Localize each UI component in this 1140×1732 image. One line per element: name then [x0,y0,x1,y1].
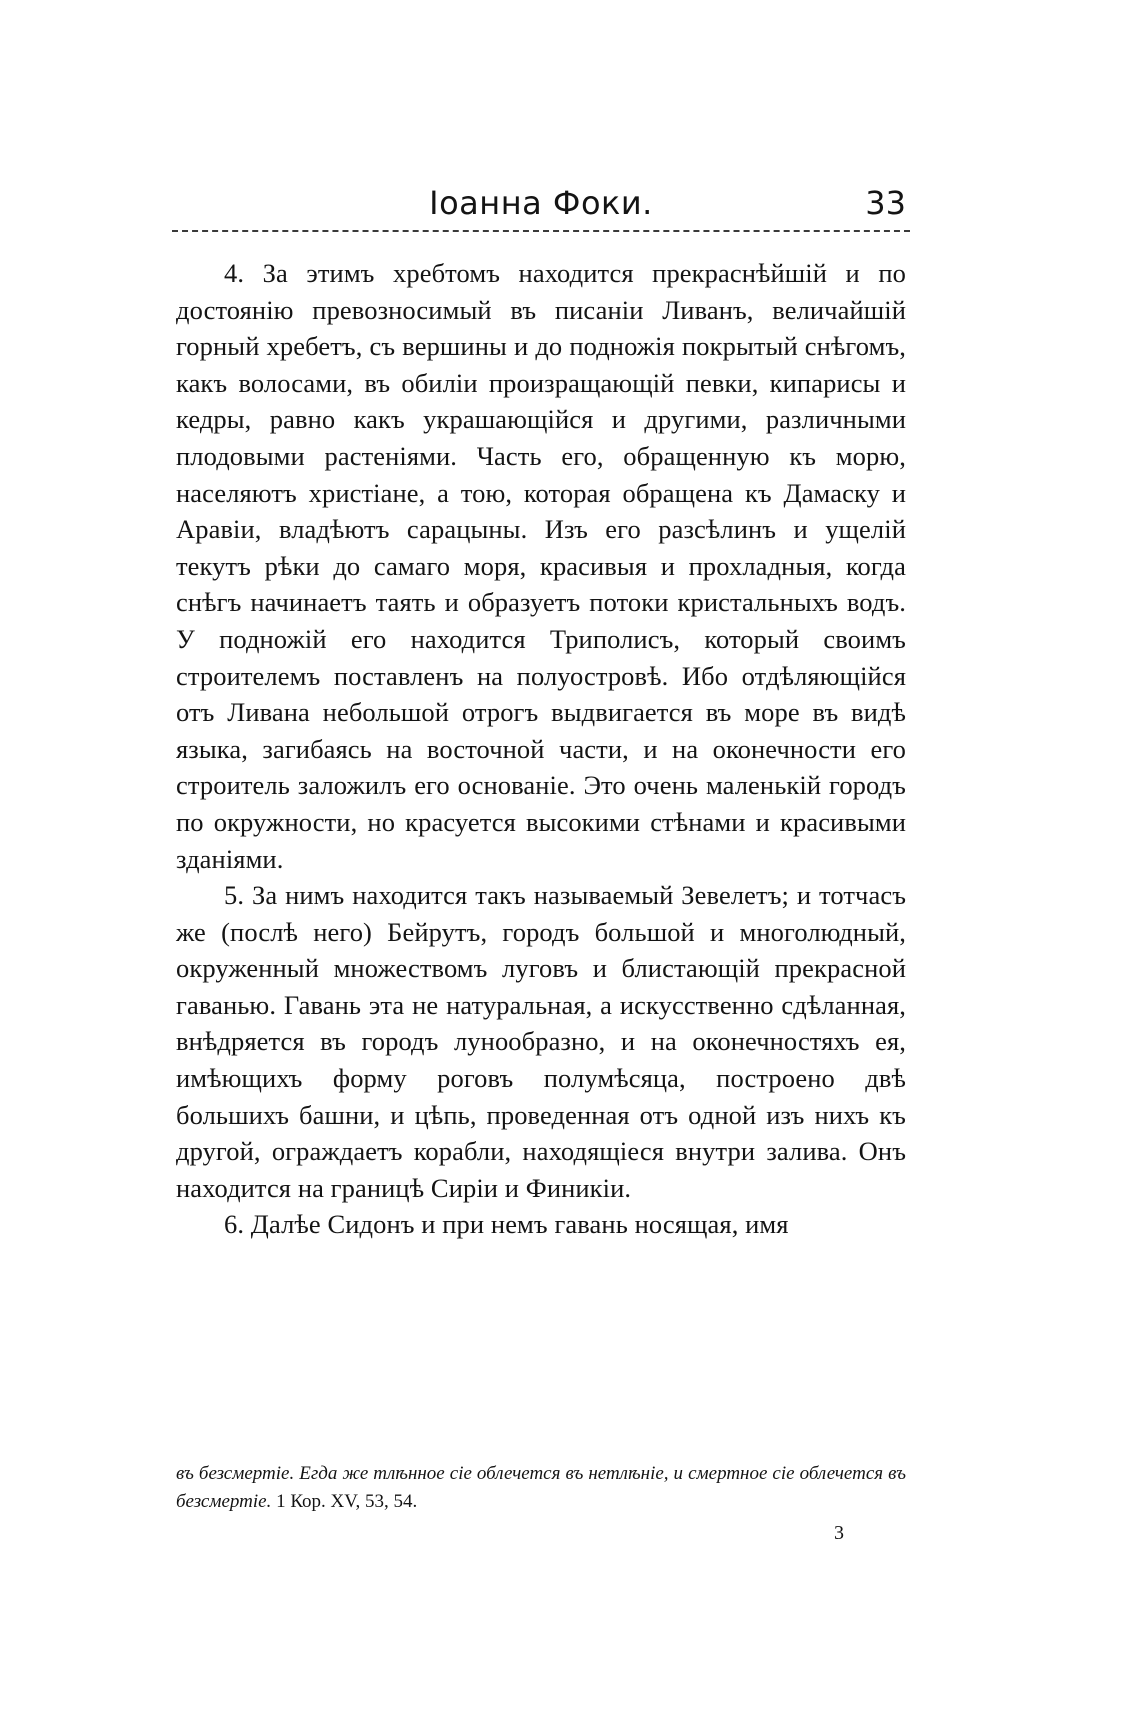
footnote-quote: въ безсмертіе. Егда же тлѣнное сіе облечется въ нетлѣніе, и смертное сіе облечется въ безсмертіе. [176,1463,906,1512]
page-header [172,183,910,231]
footnote [176,1460,906,1516]
paragraph-6: 6. Далѣе Сидонъ и при немъ гавань носящая, имя [224,1209,789,1240]
main-text [176,255,906,1243]
running-title: Іоанна Фоки. [429,184,653,222]
signature-mark: 3 [834,1522,844,1544]
header-rule [172,230,910,232]
footnote-reference: 1 Кор. XV, 53, 54. [271,1491,418,1512]
paragraph-4: 4. За этимъ хребтомъ находится прекраснѣйшій и по достоянію превозносимый въ писаніи Ливанъ, величайшій горный хребетъ, съ вершины и до подножія покрытый снѣгомъ, какъ волосами, въ обиліи произращающій певки, кипарисы и кедры, равно какъ украшающійся и другими, различными плодовыми растеніями. Часть его, обращенную къ морю, населяютъ христіане, а тою, которая обращена къ Дамаску и Аравіи, владѣютъ сарацыны. Изъ его разсѣлинъ и ущелій текутъ рѣки до самаго моря, красивыя и прохладныя, когда снѣгъ начинаетъ таять и образуетъ потоки кристальныхъ водъ. У подножій его находится Триполисъ, который своимъ строителемъ поставленъ на полуостровѣ. Ибо отдѣляющійся отъ Ливана небольшой отрогъ выдвигается въ море въ видѣ языка, загибаясь на восточной части, и на оконечности его строитель заложилъ его основаніе. Это очень маленькій городъ по окружности, но красуется высокими стѣнами и красивыми зданіями. [176,258,906,874]
page-number: 33 [865,184,906,222]
paragraph-5: 5. За нимъ находится такъ называемый Зевелетъ; и тотчасъ же (послѣ него) Бейрутъ, городъ большой и многолюдный, окруженный множествомъ луговъ и блистающій прекрасной гаванью. Гавань эта не натуральная, а искусственно сдѣланная, внѣдряется въ городъ лунообразно, и на оконечностяхъ ея, имѣющихъ форму роговъ полумѣсяца, построено двѣ большихъ башни, и цѣпь, проведенная отъ одной изъ нихъ къ другой, ограждаетъ корабли, находящіеся внутри залива. Онъ находится на границѣ Сиріи и Финикіи. [176,880,906,1203]
